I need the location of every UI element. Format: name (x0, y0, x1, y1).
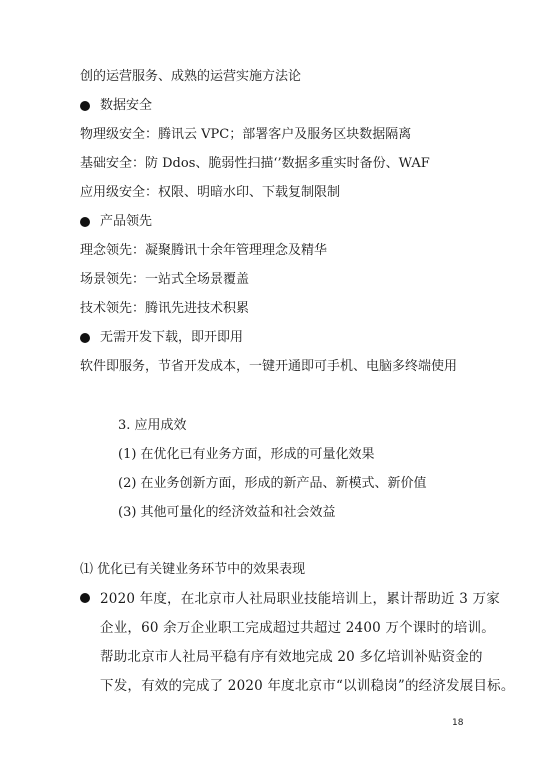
paragraph-line: 企业，60 余万企业职工完成超过共超过 2400 万个课时的培训。 (100, 620, 496, 636)
section-item: (2) 在业务创新方面，形成的新产品、新模式、新价值 (118, 476, 427, 491)
bullet-heading: 产品领先 (100, 214, 153, 229)
text-line: 场景领先：一站式全场景覆盖 (80, 272, 250, 287)
section-item: (3) 其他可量化的经济效益和社会效益 (118, 505, 336, 520)
bullet-heading: 无需开发下载，即开即用 (100, 330, 244, 345)
text-line: 技术领先：腾讯先进技术积累 (80, 301, 250, 316)
text-line: 理念领先：凝聚腾讯十余年管理理念及精华 (80, 243, 328, 258)
text-line: 创的运营服务、成熟的运营实施方法论 (80, 69, 302, 84)
text-line: 应用级安全：权限、明暗水印、下载复制限制 (80, 185, 341, 200)
text-line: 软件即服务，节省开发成本，一键开通即可手机、电脑多终端使用 (80, 359, 458, 374)
section-item: (1) 在优化已有业务方面，形成的可量化效果 (118, 447, 375, 462)
subsection-heading: ⑴ 优化已有关键业务环节中的效果表现 (80, 562, 306, 577)
text-line: 基础安全：防 Ddos、脆弱性扫描‘’数据多重实时备份、WAF (80, 156, 430, 171)
paragraph-line: 下发，有效的完成了 2020 年度北京市“以训稳岗”的经济发展目标。 (100, 678, 515, 694)
text-line: 物理级安全：腾讯云 VPC；部署客户及服务区块数据隔离 (80, 127, 412, 142)
bullet-icon (80, 333, 90, 343)
bullet-icon (80, 101, 90, 111)
bullet-heading: 数据安全 (100, 98, 153, 113)
section-title: 3. 应用成效 (118, 418, 187, 433)
bullet-icon (80, 593, 90, 603)
page-number: 18 (452, 718, 464, 728)
paragraph-line: 2020 年度，在北京市人社局职业技能培训上，累计帮助近 3 万家 (100, 591, 500, 607)
paragraph-line: 帮助北京市人社局平稳有序有效地完成 20 多亿培训补贴资金的 (100, 649, 483, 665)
bullet-icon (80, 217, 90, 227)
